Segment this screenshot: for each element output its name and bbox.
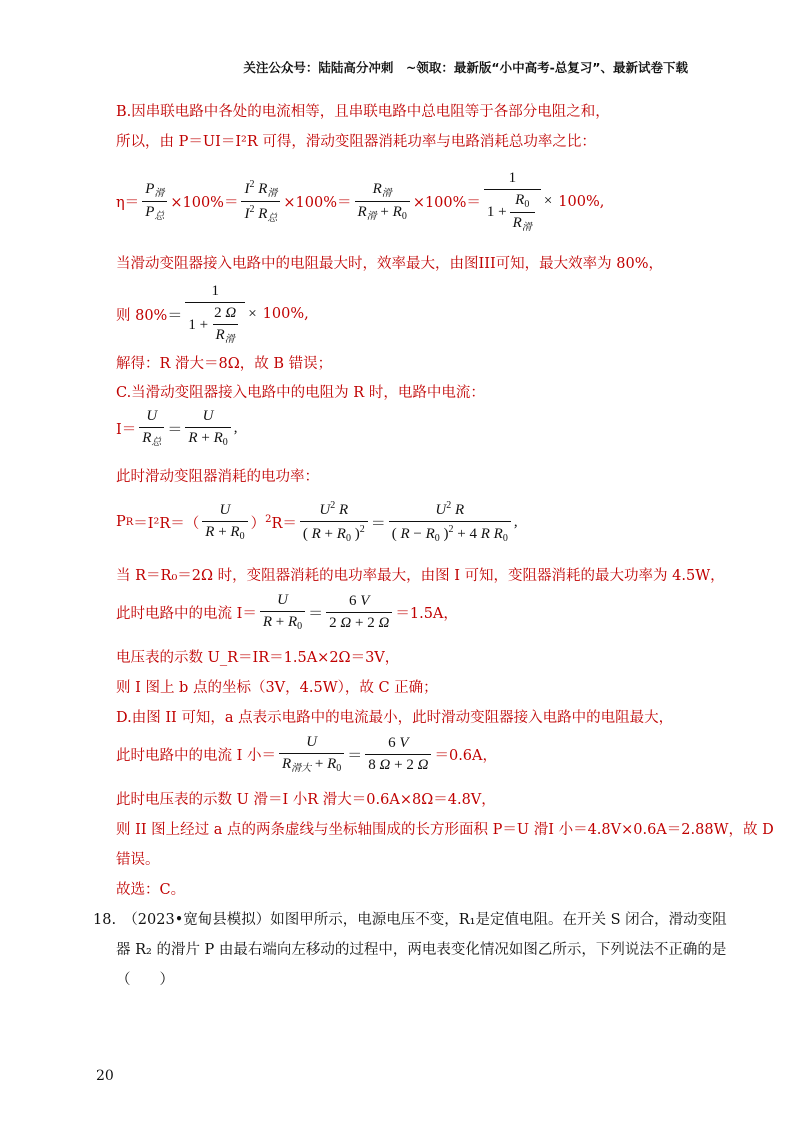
question-18-line1: 18. （2023•宽甸县模拟）如图甲所示，电源电压不变，R₁是定值电阻。在开关 S 闭合，滑动变阻 (93, 912, 727, 928)
solution-d-line3: 此时电压表的示数 U 滑＝I 小R 滑大＝0.6A×8Ω＝4.8V， (116, 792, 496, 808)
power-formula: P R ＝I²R＝（ U $R + R_0$ ）$^2$R＝ $U^2$ R ( $R + R_0$ )$^2$ ＝ $U^2$ R ( $R - R_0$ )$^2$ + 4 R $R_0$ , (116, 500, 518, 544)
solution-b-line3: 当滑动变阻器接入电路中的电阻最大时，效率最大，由图III可知，最大效率为 80%， (116, 256, 664, 272)
solution-c-line3: 此时滑动变阻器消耗的电功率： (116, 469, 319, 485)
solution-b-line1: B.因串联电路中各处的电流相等，且串联电路中总电阻等于各部分电阻之和， (116, 104, 610, 120)
eta-formula: η＝ $P_滑$ $P_总$ ×100%＝ $I^2$ $R_滑$ $I^2$ $R_总$ ×100%＝ $R_滑$ $R_滑 + R_0$ ×100%＝ 1 1 + $R_0$ $R_滑$ × 100%, (116, 170, 605, 233)
page-number: 20 (96, 1068, 114, 1084)
solution-b-line2: 所以，由 P＝UI＝I²R 可得，滑动变阻器消耗功率与电路消耗总功率之比： (116, 134, 596, 150)
solution-b-result: 解得：R 滑大＝8Ω，故 B 错误； (116, 356, 333, 372)
solution-d-line4: 则 II 图上经过 a 点的两条虚线与坐标轴围成的长方形面积 P＝U 滑I 小＝4.8V×0.6A＝2.88W，故 D (116, 822, 774, 838)
solution-c-line8: 则 I 图上 b 点的坐标（3V，4.5W），故 C 正确； (116, 680, 438, 696)
eta-80-formula: 则 80% ＝ 1 1 + 2 Ω $R_滑$ × 100%, (116, 283, 309, 345)
current-formula: I＝ U $R_总$ ＝ U $R + R_0$ , (116, 408, 238, 448)
question-18-line3: （ ） (116, 972, 174, 988)
page-header: 关注公众号：陆陆高分冲刺 ~领取：最新版“小中高考-总复习”、最新试卷下载 (243, 60, 688, 75)
solution-d-line5: 错误。 (116, 852, 160, 868)
solution-d-line1: D.由图 II 可知，a 点表示电路中的电流最小，此时滑动变阻器接入电路中的电阻最大， (116, 710, 674, 726)
current-1-5A-formula: 此时电路中的电流 I＝ U $R + R_0$ ＝ 6 V 2 Ω + 2 Ω ＝1.5A， (116, 592, 458, 632)
solution-c-line5: 当 R＝R₀＝2Ω 时，变阻器消耗的电功率最大，由图 I 可知，变阻器消耗的最大功率为 4.5W， (116, 568, 725, 584)
current-0-6A-formula: 此时电路中的电流 I 小＝ U $R_{滑大} + R_0$ ＝ 6 V 8 Ω + 2 Ω ＝0.6A， (116, 734, 497, 774)
answer-line: 故选：C。 (116, 882, 186, 898)
question-18-line2: 器 R₂ 的滑片 P 由最右端向左移动的过程中，两电表变化情况如图乙所示，下列说法不正确的是 (116, 942, 727, 958)
solution-c-line7: 电压表的示数 U_R＝IR＝1.5A×2Ω＝3V， (116, 650, 400, 666)
solution-c-line1: C.当滑动变阻器接入电路中的电阻为 R 时，电路中电流： (116, 385, 485, 401)
